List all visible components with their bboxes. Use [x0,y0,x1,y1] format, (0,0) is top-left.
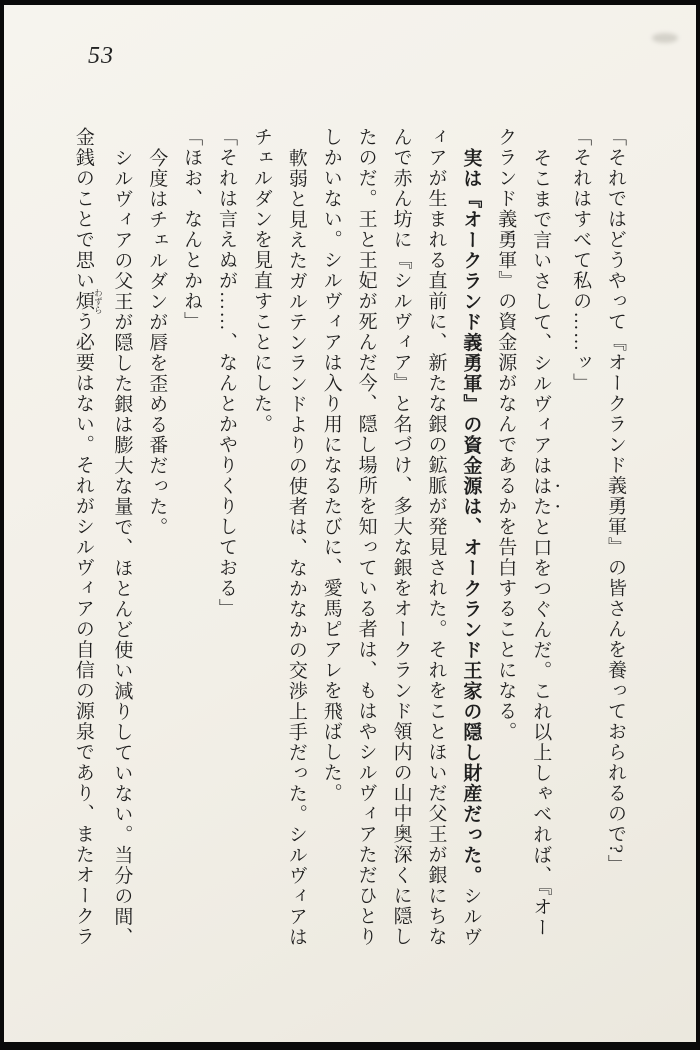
text-segment: シルヴ [460,886,482,948]
text-segment: う必要はない。それがシルヴィアの自信の源泉であり、またオークラ [72,311,94,947]
text-line-2 [562,127,597,975]
text-line-12 [208,127,243,975]
text-segment: 「それは言えぬが……、なんとかやりくりしておる」 [216,127,238,619]
text-segment: と口をつぐんだ。これ以上しゃべれば、『オー [530,517,552,938]
text-line-14 [138,127,173,975]
text-segment: シルヴィアの父王が隠した銀は膨大な量で、ほとんど使い減りしていない。当分の間、 [111,148,133,948]
text-line-6 [418,127,453,975]
text-line-5 [452,127,487,975]
text-line-15 [103,127,138,975]
text-segment: 金銭のことで思い [72,127,94,291]
text-segment: 「ほお、なんとかね」 [181,127,203,332]
text-segment: 「それはすべて私の……ッ」 [570,127,592,394]
vertical-text-block [65,127,632,975]
text-segment: そこまで言いさして、シルヴィアは [530,148,552,476]
bold-text-segment: 実は『オークランド義勇軍』の資金源は、オークランド王家の隠し財産だった。 [460,148,482,886]
text-segment: 軟弱と見えたガルテンランドよりの使者は、なかなかの交渉上手だった。シルヴィアは [285,148,307,948]
text-line-8 [348,127,383,975]
text-line-7 [383,127,418,975]
text-segment: クランド義勇軍』の資金源がなんであるかを告白することになる。 [495,127,517,742]
text-segment: んで赤ん坊に『シルヴィア』と名づけ、多大な銀をオークランド領内の山中奥深くに隠し [390,127,412,947]
page-number: 53 [88,43,114,69]
text-line-11 [243,127,278,975]
emphasized-text-segment: はた [530,476,552,517]
text-line-10 [278,127,313,975]
text-segment: ィアが生まれる直前に、新たな銀の鉱脈が発見された。それをことほいだ父王が銀にちな [425,127,447,947]
text-line-3 [522,127,562,975]
text-line-1 [597,127,632,975]
text-segment: チェルダンを見直すことにした。 [250,127,272,435]
text-line-9 [313,127,348,975]
scan-smudge [652,33,678,43]
text-segment: 今度はチェルダンが唇を歪める番だった。 [146,148,168,538]
text-segment: たのだ。王と王妃が死んだ今、隠し場所を知っている者は、もはやシルヴィアただひとり [355,127,377,947]
text-segment: 「それではどうやって『オークランド義勇軍』の皆さんを養っておられるので?」 [605,127,626,875]
text-line-13 [173,127,208,975]
text-line-4 [487,127,522,975]
text-line-16 [65,127,103,975]
text-segment: しかいない。シルヴィアは入り用になるたびに、愛馬ピアレを飛ばした。 [320,127,342,804]
ruby-annotated-text: 煩 わずら [72,288,104,314]
